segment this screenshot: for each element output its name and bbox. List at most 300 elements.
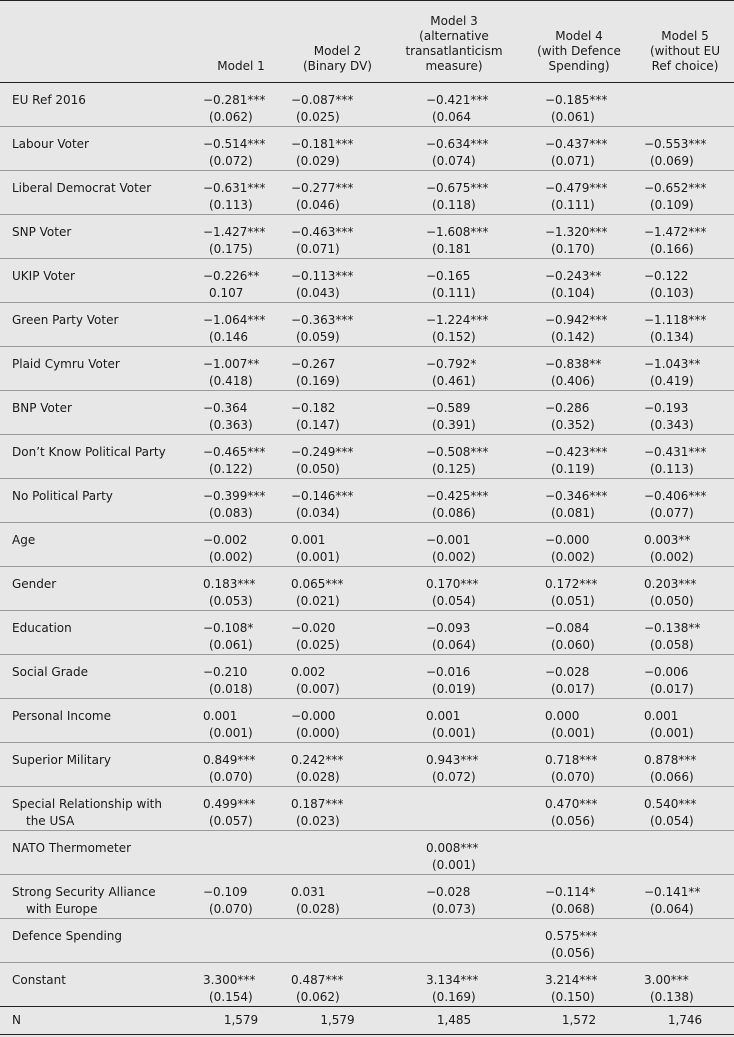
coefficient: 0.470*** xyxy=(545,797,598,811)
coefficient: −0.138** xyxy=(644,621,701,635)
model-1-cell xyxy=(193,171,289,215)
model-3-cell xyxy=(386,743,522,787)
variable-name: No Political Party xyxy=(12,489,113,503)
variable-name: BNP Voter xyxy=(12,401,72,415)
table-row xyxy=(0,875,734,919)
model-3-cell xyxy=(386,567,522,611)
variable-label xyxy=(0,435,193,479)
standard-error: (0.109) xyxy=(650,198,694,212)
standard-error: (0.001) xyxy=(551,726,595,740)
n-value-model-4: 1,572 xyxy=(561,1013,597,1027)
table-row xyxy=(0,655,734,699)
standard-error: (0.461) xyxy=(432,374,476,388)
variable-label xyxy=(0,699,193,743)
standard-error: (0.146 xyxy=(209,330,249,344)
standard-error: (0.072) xyxy=(432,770,476,784)
standard-error: (0.062) xyxy=(296,990,340,1004)
coefficient: −0.002 xyxy=(203,533,248,547)
variable-label xyxy=(0,347,193,391)
model-4-cell xyxy=(522,919,636,963)
model-2-cell xyxy=(289,259,386,303)
model-2-cell xyxy=(289,611,386,655)
standard-error: (0.018) xyxy=(209,682,253,696)
standard-error: (0.001) xyxy=(432,726,476,740)
variable-name: Labour Voter xyxy=(12,137,89,151)
model-5-cell xyxy=(636,875,734,919)
standard-error: (0.002) xyxy=(650,550,694,564)
standard-error: (0.169) xyxy=(432,990,476,1004)
variable-label xyxy=(0,215,193,259)
model-1-cell xyxy=(193,699,289,743)
standard-error: (0.170) xyxy=(551,242,595,256)
model-1-cell xyxy=(193,391,289,435)
standard-error: (0.070) xyxy=(551,770,595,784)
model-2-cell xyxy=(289,699,386,743)
model-5-cell xyxy=(636,963,734,1007)
variable-name: Superior Military xyxy=(12,753,112,767)
coefficient: −0.514*** xyxy=(203,137,266,151)
coefficient: −0.267 xyxy=(291,357,336,371)
variable-name: Liberal Democrat Voter xyxy=(12,181,152,195)
variable-name: Age xyxy=(12,533,36,547)
coefficient: 0.943*** xyxy=(426,753,479,767)
model-5-cell xyxy=(636,215,734,259)
header-model-1: Model 1 xyxy=(217,59,265,73)
coefficient: −0.346*** xyxy=(545,489,608,503)
model-4-cell xyxy=(522,171,636,215)
standard-error: (0.175) xyxy=(209,242,253,256)
variable-label xyxy=(0,963,193,1007)
standard-error: (0.002) xyxy=(432,550,476,564)
model-1-cell xyxy=(193,743,289,787)
standard-error: (0.002) xyxy=(551,550,595,564)
coefficient: −0.508*** xyxy=(426,445,489,459)
model-1-cell xyxy=(193,479,289,523)
coefficient: 0.000 xyxy=(545,709,580,723)
model-4-cell xyxy=(522,435,636,479)
table-row xyxy=(0,83,734,127)
coefficient: −0.000 xyxy=(545,533,590,547)
coefficient: −0.020 xyxy=(291,621,336,635)
coefficient: 0.031 xyxy=(291,885,326,899)
model-1-cell xyxy=(193,259,289,303)
standard-error: (0.028) xyxy=(296,902,340,916)
model-3-cell xyxy=(386,479,522,523)
coefficient: −0.421*** xyxy=(426,93,489,107)
coefficient: −0.181*** xyxy=(291,137,354,151)
variable-label xyxy=(0,567,193,611)
coefficient: 0.008*** xyxy=(426,841,479,855)
standard-error: (0.150) xyxy=(551,990,595,1004)
model-1-cell xyxy=(193,83,289,127)
n-value-model-2: 1,579 xyxy=(320,1013,355,1027)
standard-error: (0.056) xyxy=(551,814,595,828)
model-1-cell xyxy=(193,567,289,611)
standard-error: (0.142) xyxy=(551,330,595,344)
coefficient: −0.028 xyxy=(545,665,590,679)
coefficient: −0.016 xyxy=(426,665,471,679)
header-row xyxy=(0,1,734,83)
model-5-cell xyxy=(636,435,734,479)
standard-error: (0.138) xyxy=(650,990,694,1004)
table-row xyxy=(0,523,734,567)
model-1-cell xyxy=(193,215,289,259)
standard-error: (0.181 xyxy=(432,242,472,256)
variable-name: Special Relationship with xyxy=(12,797,162,811)
coefficient: −0.001 xyxy=(426,533,471,547)
standard-error: (0.070) xyxy=(209,902,253,916)
coefficient: −0.084 xyxy=(545,621,590,635)
coefficient: −0.399*** xyxy=(203,489,266,503)
table-row xyxy=(0,347,734,391)
standard-error: (0.023) xyxy=(296,814,340,828)
model-5-cell xyxy=(636,171,734,215)
variable-label xyxy=(0,831,193,875)
model-4-cell xyxy=(522,875,636,919)
n-value-model-5: 1,746 xyxy=(667,1013,703,1027)
standard-error: (0.007) xyxy=(296,682,340,696)
standard-error: (0.104) xyxy=(551,286,595,300)
table-row xyxy=(0,743,734,787)
coefficient: −1.224*** xyxy=(426,313,489,327)
coefficient: −1.427*** xyxy=(203,225,266,239)
variable-name-continued: with Europe xyxy=(26,902,98,916)
variable-name: EU Ref 2016 xyxy=(12,93,86,107)
standard-error: (0.064 xyxy=(432,110,472,124)
header-blank xyxy=(0,1,193,83)
table-row xyxy=(0,479,734,523)
standard-error: (0.050) xyxy=(296,462,340,476)
variable-label xyxy=(0,523,193,567)
coefficient: 0.170*** xyxy=(426,577,479,591)
model-4-cell xyxy=(522,303,636,347)
coefficient: −0.210 xyxy=(203,665,248,679)
table-row xyxy=(0,963,734,1007)
model-5-cell xyxy=(636,127,734,171)
coefficient: −0.087*** xyxy=(291,93,354,107)
standard-error: (0.419) xyxy=(650,374,694,388)
variable-label xyxy=(0,479,193,523)
model-4-cell xyxy=(522,655,636,699)
model-5-cell xyxy=(636,787,734,831)
standard-error: (0.053) xyxy=(209,594,253,608)
coefficient: −1.007** xyxy=(203,357,260,371)
coefficient: −0.838** xyxy=(545,357,602,371)
coefficient: 0.878*** xyxy=(644,753,697,767)
n-row xyxy=(0,1007,734,1035)
model-2-cell xyxy=(289,347,386,391)
standard-error: (0.061) xyxy=(551,110,595,124)
table-row xyxy=(0,831,734,875)
model-3-cell xyxy=(386,127,522,171)
variable-label xyxy=(0,787,193,831)
standard-error: (0.103) xyxy=(650,286,694,300)
coefficient: 0.001 xyxy=(426,709,461,723)
coefficient: 3.214*** xyxy=(545,973,598,987)
table-row xyxy=(0,435,734,479)
model-5-cell xyxy=(636,83,734,127)
standard-error: (0.083) xyxy=(209,506,253,520)
header-model-4: Model 4 (with Defence Spending) xyxy=(537,29,621,73)
coefficient: 0.172*** xyxy=(545,577,598,591)
standard-error: (0.072) xyxy=(209,154,253,168)
header-model-3: Model 3 (alternative transatlanticism measure) xyxy=(405,14,503,73)
variable-label xyxy=(0,303,193,347)
standard-error: (0.001) xyxy=(432,858,476,872)
standard-error: (0.057) xyxy=(209,814,253,828)
model-5-cell xyxy=(636,743,734,787)
model-3-cell xyxy=(386,171,522,215)
n-value-model-1: 1,579 xyxy=(223,1013,259,1027)
coefficient: −1.608*** xyxy=(426,225,489,239)
model-5-cell xyxy=(636,479,734,523)
model-3-cell xyxy=(386,523,522,567)
model-5-cell xyxy=(636,347,734,391)
model-4-cell xyxy=(522,611,636,655)
standard-error: (0.066) xyxy=(650,770,694,784)
coefficient: −1.320*** xyxy=(545,225,608,239)
table-row xyxy=(0,127,734,171)
coefficient: −0.423*** xyxy=(545,445,608,459)
coefficient: −0.675*** xyxy=(426,181,489,195)
coefficient: −0.286 xyxy=(545,401,590,415)
model-1-cell xyxy=(193,435,289,479)
coefficient: −0.113*** xyxy=(291,269,354,283)
model-3-cell xyxy=(386,347,522,391)
model-4-cell xyxy=(522,523,636,567)
n-label: N xyxy=(12,1013,21,1027)
standard-error: (0.068) xyxy=(551,902,595,916)
model-2-cell xyxy=(289,127,386,171)
model-3-cell xyxy=(386,435,522,479)
coefficient: 0.001 xyxy=(644,709,679,723)
model-3-cell xyxy=(386,655,522,699)
variable-name: Plaid Cymru Voter xyxy=(12,357,120,371)
coefficient: −0.589 xyxy=(426,401,471,415)
standard-error: (0.064) xyxy=(650,902,694,916)
coefficient: 3.00*** xyxy=(644,973,689,987)
coefficient: 0.001 xyxy=(291,533,326,547)
variable-name: UKIP Voter xyxy=(12,269,75,283)
standard-error: (0.060) xyxy=(551,638,595,652)
model-5-cell xyxy=(636,567,734,611)
model-3-cell xyxy=(386,611,522,655)
coefficient: 3.300*** xyxy=(203,973,256,987)
coefficient: −1.064*** xyxy=(203,313,266,327)
coefficient: 0.540*** xyxy=(644,797,697,811)
model-2-cell xyxy=(289,83,386,127)
standard-error: (0.054) xyxy=(650,814,694,828)
standard-error: (0.077) xyxy=(650,506,694,520)
standard-error: (0.051) xyxy=(551,594,595,608)
model-2-cell xyxy=(289,435,386,479)
variable-label xyxy=(0,875,193,919)
model-5-cell xyxy=(636,611,734,655)
standard-error: (0.056) xyxy=(551,946,595,960)
table-row xyxy=(0,303,734,347)
coefficient: −1.043** xyxy=(644,357,701,371)
model-2-cell xyxy=(289,479,386,523)
coefficient: −0.193 xyxy=(644,401,689,415)
standard-error: (0.111) xyxy=(432,286,476,300)
standard-error: (0.081) xyxy=(551,506,595,520)
coefficient: 0.001 xyxy=(203,709,238,723)
model-2-cell xyxy=(289,303,386,347)
coefficient: −0.364 xyxy=(203,401,248,415)
variable-label xyxy=(0,391,193,435)
variable-label xyxy=(0,127,193,171)
model-2-cell xyxy=(289,171,386,215)
coefficient: 0.002 xyxy=(291,665,326,679)
model-3-cell xyxy=(386,391,522,435)
standard-error: (0.119) xyxy=(551,462,595,476)
model-3-cell xyxy=(386,831,522,875)
model-4-cell xyxy=(522,963,636,1007)
coefficient: −0.463*** xyxy=(291,225,354,239)
model-4-cell xyxy=(522,215,636,259)
coefficient: −0.114* xyxy=(545,885,596,899)
standard-error: (0.113) xyxy=(650,462,694,476)
coefficient: −0.479*** xyxy=(545,181,608,195)
standard-error: (0.064) xyxy=(432,638,476,652)
coefficient: 0.183*** xyxy=(203,577,256,591)
model-2-cell xyxy=(289,787,386,831)
model-5-cell xyxy=(636,523,734,567)
standard-error: (0.147) xyxy=(296,418,340,432)
standard-error: (0.391) xyxy=(432,418,476,432)
model-3-cell xyxy=(386,259,522,303)
standard-error: (0.029) xyxy=(296,154,340,168)
variable-name: NATO Thermometer xyxy=(12,841,132,855)
model-3-cell xyxy=(386,83,522,127)
coefficient: −0.281*** xyxy=(203,93,266,107)
model-1-cell xyxy=(193,303,289,347)
standard-error: (0.046) xyxy=(296,198,340,212)
table-row xyxy=(0,611,734,655)
model-2-cell xyxy=(289,523,386,567)
coefficient: −0.226** xyxy=(203,269,260,283)
coefficient: −0.122 xyxy=(644,269,689,283)
coefficient: −0.165 xyxy=(426,269,471,283)
model-4-cell xyxy=(522,83,636,127)
standard-error: (0.001) xyxy=(209,726,253,740)
standard-error: (0.021) xyxy=(296,594,340,608)
standard-error: (0.406) xyxy=(551,374,595,388)
table-row xyxy=(0,391,734,435)
standard-error: (0.352) xyxy=(551,418,595,432)
coefficient: −0.093 xyxy=(426,621,471,635)
model-5-cell xyxy=(636,655,734,699)
model-2-cell xyxy=(289,963,386,1007)
coefficient: −0.277*** xyxy=(291,181,354,195)
standard-error: (0.034) xyxy=(296,506,340,520)
standard-error: (0.134) xyxy=(650,330,694,344)
standard-error: (0.000) xyxy=(296,726,340,740)
model-4-cell xyxy=(522,479,636,523)
model-5-cell xyxy=(636,831,734,875)
standard-error: (0.050) xyxy=(650,594,694,608)
model-1-cell xyxy=(193,347,289,391)
coefficient: −0.631*** xyxy=(203,181,266,195)
coefficient: 3.134*** xyxy=(426,973,479,987)
coefficient: −0.108* xyxy=(203,621,254,635)
model-5-cell xyxy=(636,391,734,435)
standard-error: (0.418) xyxy=(209,374,253,388)
variable-name: Strong Security Alliance xyxy=(12,885,156,899)
coefficient: −0.000 xyxy=(291,709,336,723)
standard-error: (0.001) xyxy=(650,726,694,740)
variable-label xyxy=(0,611,193,655)
model-3-cell xyxy=(386,699,522,743)
model-4-cell xyxy=(522,787,636,831)
variable-label xyxy=(0,83,193,127)
model-2-cell xyxy=(289,391,386,435)
variable-name: Don’t Know Political Party xyxy=(12,445,166,459)
variable-name: SNP Voter xyxy=(12,225,72,239)
model-5-cell xyxy=(636,919,734,963)
standard-error: (0.025) xyxy=(296,638,340,652)
n-value-model-3: 1,485 xyxy=(436,1013,472,1027)
model-4-cell xyxy=(522,567,636,611)
standard-error: (0.025) xyxy=(296,110,340,124)
table-row xyxy=(0,787,734,831)
coefficient: −0.243** xyxy=(545,269,602,283)
standard-error: (0.113) xyxy=(209,198,253,212)
table-row xyxy=(0,259,734,303)
standard-error: (0.059) xyxy=(296,330,340,344)
variable-name: Personal Income xyxy=(12,709,111,723)
coefficient: −0.437*** xyxy=(545,137,608,151)
standard-error: (0.002) xyxy=(209,550,253,564)
model-2-cell xyxy=(289,743,386,787)
model-2-cell xyxy=(289,831,386,875)
table-row xyxy=(0,919,734,963)
coefficient: −0.431*** xyxy=(644,445,707,459)
standard-error: (0.166) xyxy=(650,242,694,256)
standard-error: (0.169) xyxy=(296,374,340,388)
model-1-cell xyxy=(193,875,289,919)
table-row xyxy=(0,699,734,743)
coefficient: −0.146*** xyxy=(291,489,354,503)
model-4-cell xyxy=(522,127,636,171)
coefficient: −0.406*** xyxy=(644,489,707,503)
coefficient: −0.109 xyxy=(203,885,248,899)
standard-error: (0.058) xyxy=(650,638,694,652)
variable-name: Constant xyxy=(12,973,66,987)
coefficient: 0.242*** xyxy=(291,753,344,767)
coefficient: 0.203*** xyxy=(644,577,697,591)
standard-error: (0.111) xyxy=(551,198,595,212)
standard-error: (0.054) xyxy=(432,594,476,608)
model-1-cell xyxy=(193,963,289,1007)
coefficient: −1.118*** xyxy=(644,313,707,327)
standard-error: (0.154) xyxy=(209,990,253,1004)
model-2-cell xyxy=(289,655,386,699)
standard-error: (0.122) xyxy=(209,462,253,476)
model-2-cell xyxy=(289,919,386,963)
coefficient: −1.472*** xyxy=(644,225,707,239)
model-3-cell xyxy=(386,963,522,1007)
standard-error: (0.073) xyxy=(432,902,476,916)
model-2-cell xyxy=(289,215,386,259)
standard-error: (0.017) xyxy=(551,682,595,696)
variable-label xyxy=(0,743,193,787)
standard-error: (0.001) xyxy=(296,550,340,564)
coefficient: 0.187*** xyxy=(291,797,344,811)
coefficient: −0.141** xyxy=(644,885,701,899)
model-2-cell xyxy=(289,567,386,611)
variable-label xyxy=(0,171,193,215)
